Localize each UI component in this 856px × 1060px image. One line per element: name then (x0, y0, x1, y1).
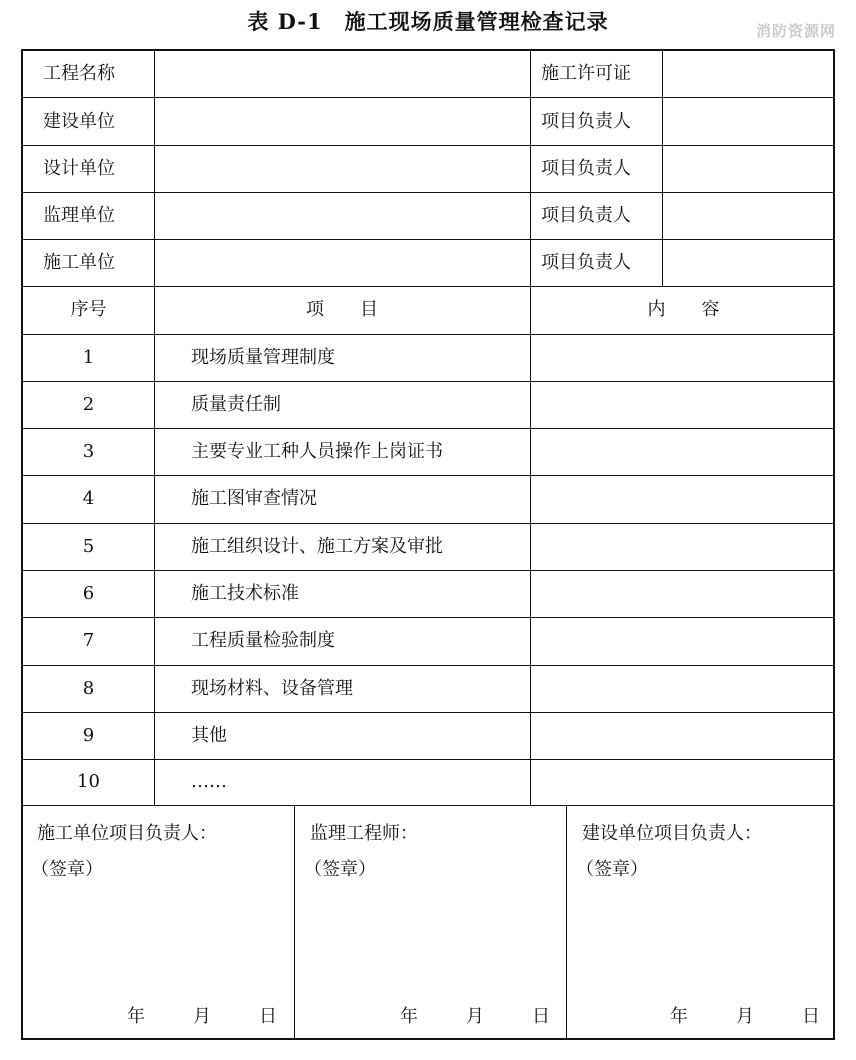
design-unit-label: 设计单位 (43, 158, 115, 179)
column-header-content: 内 容 (647, 299, 720, 320)
supervision-project-manager-label: 项目负责人 (541, 205, 631, 226)
row-divider (23, 381, 833, 382)
row-item-text: 主要专业工种人员操作上岗证书 (191, 441, 443, 462)
row-item-text: …… (191, 771, 227, 792)
row-number: 2 (82, 394, 95, 415)
column-header-no: 序号 (70, 299, 107, 320)
row-number: 5 (82, 536, 95, 557)
row-number: 4 (82, 488, 95, 509)
row-divider (23, 523, 833, 524)
seal-note: （签章） (576, 859, 648, 880)
design-project-manager-label: 项目负责人 (541, 158, 631, 179)
row-divider (23, 475, 833, 476)
row-divider (23, 759, 833, 760)
row-divider (23, 97, 833, 98)
construction-project-manager-label: 项目负责人 (541, 252, 631, 273)
month-label: 月 (466, 1006, 484, 1027)
page-title (0, 6, 856, 36)
column-divider (566, 805, 567, 1040)
table-code: 表 D-1 (247, 9, 323, 34)
owner-unit-label: 建设单位 (43, 111, 115, 132)
signature-label: 建设单位项目负责人： (582, 823, 762, 844)
row-item-text: 施工组织设计、施工方案及审批 (191, 536, 443, 557)
year-label: 年 (127, 1006, 145, 1027)
year-label: 年 (670, 1006, 688, 1027)
row-number: 3 (82, 441, 95, 462)
row-divider (23, 805, 833, 806)
row-divider (23, 665, 833, 666)
construction-permit-label: 施工许可证 (541, 63, 631, 84)
row-divider (23, 286, 833, 287)
year-label: 年 (400, 1006, 418, 1027)
column-header-item: 项 目 (306, 299, 378, 320)
signature-date (670, 1006, 820, 1028)
day-label: 日 (802, 1006, 820, 1027)
month-label: 月 (193, 1006, 211, 1027)
row-number: 9 (82, 725, 95, 746)
signature-label: 施工单位项目负责人： (37, 823, 217, 844)
column-divider (154, 51, 155, 805)
row-number: 1 (82, 347, 95, 368)
project-name-label: 工程名称 (43, 63, 115, 84)
row-divider (23, 428, 833, 429)
row-item-text: 现场材料、设备管理 (191, 678, 353, 699)
row-number: 10 (77, 771, 100, 792)
row-divider (23, 617, 833, 618)
seal-note: （签章） (304, 859, 376, 880)
column-divider (530, 51, 531, 805)
column-divider (294, 805, 295, 1040)
row-divider (23, 334, 833, 335)
column-divider (662, 51, 663, 286)
row-item-text: 施工图审查情况 (191, 488, 317, 509)
construction-unit-label: 施工单位 (43, 252, 115, 273)
row-divider (23, 192, 833, 193)
row-item-text: 其他 (191, 725, 227, 746)
row-divider (23, 239, 833, 240)
owner-project-manager-label: 项目负责人 (541, 111, 631, 132)
month-label: 月 (736, 1006, 754, 1027)
row-divider (23, 570, 833, 571)
row-number: 6 (82, 583, 95, 604)
row-number: 8 (82, 678, 95, 699)
row-item-text: 施工技术标准 (191, 583, 299, 604)
signature-date (400, 1006, 550, 1028)
day-label: 日 (532, 1006, 550, 1027)
row-item-text: 工程质量检验制度 (191, 630, 335, 651)
signature-label: 监理工程师： (310, 823, 418, 844)
row-item-text: 质量责任制 (191, 394, 281, 415)
signature-date (127, 1006, 277, 1028)
watermark: 消防资源网 (755, 22, 836, 40)
supervision-unit-label: 监理单位 (43, 205, 115, 226)
table-title: 施工现场质量管理检查记录 (344, 9, 609, 34)
row-item-text: 现场质量管理制度 (191, 347, 335, 368)
row-divider (23, 712, 833, 713)
row-number: 7 (82, 630, 95, 651)
row-divider (23, 145, 833, 146)
seal-note: （签章） (31, 859, 103, 880)
day-label: 日 (259, 1006, 277, 1027)
inspection-record-table (21, 49, 835, 1040)
